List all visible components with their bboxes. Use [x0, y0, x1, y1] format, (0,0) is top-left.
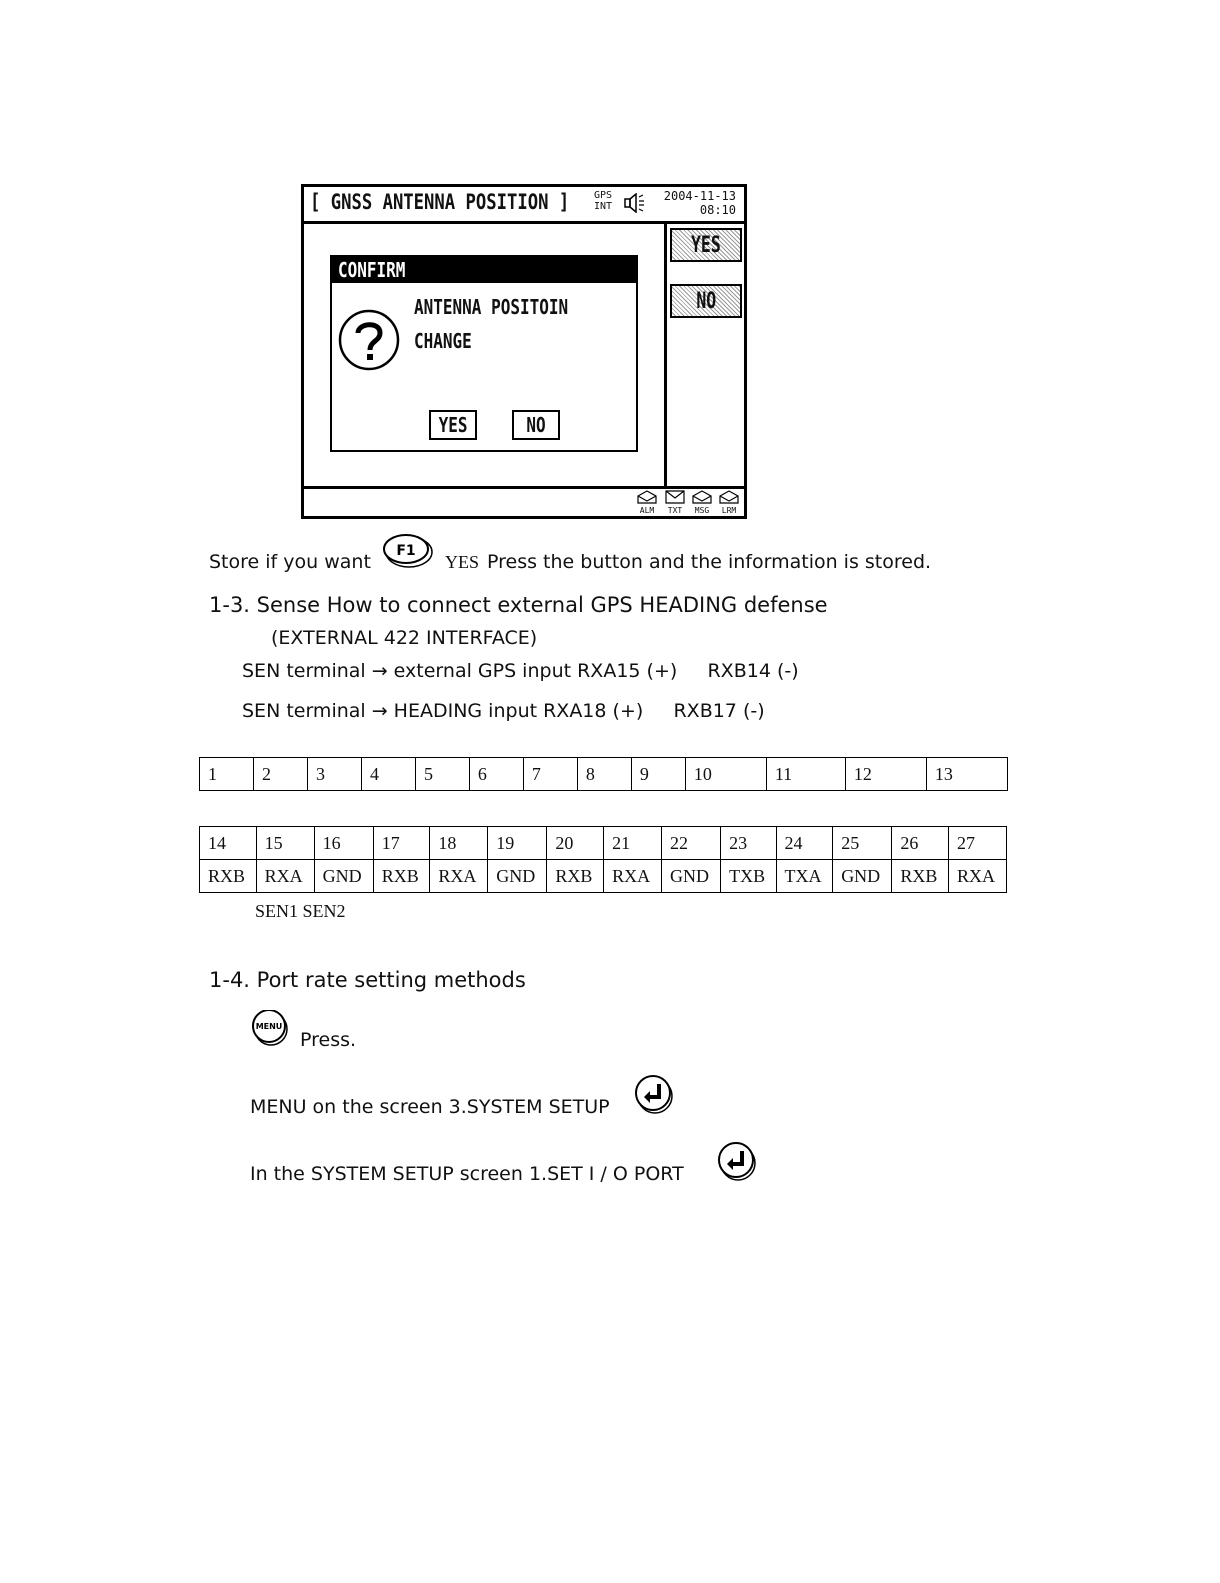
section-1-3-sub: (EXTERNAL 422 INTERFACE)	[271, 627, 538, 649]
table-cell: 4	[361, 758, 415, 791]
envelope-icon	[665, 490, 685, 504]
table-cell: 15	[256, 827, 314, 860]
screen-date: 2004-11-13	[663, 189, 736, 203]
source-indicator	[594, 190, 612, 212]
table-cell: 26	[892, 827, 949, 860]
table-row	[200, 758, 1008, 791]
table-cell: RXA	[604, 860, 662, 893]
table-cell: 22	[661, 827, 720, 860]
side-divider	[664, 224, 667, 486]
side-yes-button[interactable]	[670, 228, 742, 262]
envelope-icon	[637, 490, 657, 504]
screen-time: 08:10	[699, 203, 736, 217]
table-cell: 20	[547, 827, 604, 860]
confirm-dialog	[330, 255, 638, 452]
menu-key-icon	[251, 1010, 291, 1046]
table-cell: 11	[766, 758, 845, 791]
table-cell: 21	[604, 827, 662, 860]
section-1-4-step3: In the SYSTEM SETUP screen 1.SET I / O PORT	[250, 1163, 684, 1185]
table-cell: 27	[948, 827, 1006, 860]
table-cell: 6	[469, 758, 523, 791]
table-cell: 7	[523, 758, 577, 791]
table-cell: 1	[200, 758, 254, 791]
lrm-indicator	[717, 490, 741, 515]
dialog-no-button[interactable]	[512, 410, 560, 440]
table-cell: 10	[685, 758, 766, 791]
date-time	[664, 189, 736, 217]
pin-table-top	[199, 757, 1008, 791]
table-cell: 9	[631, 758, 685, 791]
menu-key-label: MENU	[255, 1022, 283, 1031]
section-1-3-heading: 1-3. Sense How to connect external GPS HEADING defense	[209, 593, 828, 617]
txt-indicator	[663, 490, 687, 515]
table-cell: 18	[430, 827, 488, 860]
source-bottom: INT	[594, 201, 613, 212]
dialog-line-1: ANTENNA POSITOIN	[414, 295, 569, 319]
table-cell: RXB	[547, 860, 604, 893]
table-cell: RXB	[373, 860, 430, 893]
footer-divider	[304, 486, 744, 489]
section-1-4-heading: 1-4. Port rate setting methods	[209, 968, 526, 992]
speaker-icon	[624, 193, 648, 213]
dialog-yes-button[interactable]	[429, 410, 477, 440]
alm-indicator	[635, 490, 659, 515]
enter-key-icon	[634, 1075, 676, 1115]
f1-key-label: F1	[396, 543, 416, 559]
dialog-yes-label: YES	[438, 413, 468, 437]
table-cell: 16	[314, 827, 373, 860]
side-yes-label: YES	[691, 232, 721, 258]
table-cell: 13	[926, 758, 1007, 791]
envelope-icon	[692, 490, 712, 504]
msg-label: MSG	[694, 506, 710, 515]
table-cell: GND	[488, 860, 547, 893]
section-1-3-line2: SEN terminal → HEADING input RXA18 (+) RXB17 (-)	[242, 700, 765, 722]
screen-title: [ GNSS ANTENNA POSITION ]	[310, 190, 570, 214]
table-cell: RXA	[256, 860, 314, 893]
table-cell: RXA	[948, 860, 1006, 893]
question-icon	[338, 309, 400, 371]
table-cell: TXB	[721, 860, 776, 893]
table-cell: 24	[776, 827, 833, 860]
table-cell: 14	[200, 827, 257, 860]
device-screen	[301, 184, 747, 519]
txt-label: TXT	[667, 506, 683, 515]
dialog-no-label: NO	[526, 413, 546, 437]
section-1-3-line1: SEN terminal → external GPS input RXA15 (+) RXB14 (-)	[242, 660, 799, 682]
dialog-heading-text: CONFIRM	[338, 258, 406, 282]
f1-key-icon	[382, 533, 434, 569]
dialog-heading	[332, 257, 636, 283]
msg-indicator	[690, 490, 714, 515]
table-cell: 3	[307, 758, 361, 791]
table-cell: RXA	[430, 860, 488, 893]
section-1-4-step1: Press.	[300, 1029, 357, 1051]
envelope-icon	[719, 490, 739, 504]
section-1-4-step2: MENU on the screen 3.SYSTEM SETUP	[250, 1096, 610, 1118]
table-cell: 2	[253, 758, 307, 791]
table-row	[200, 827, 1007, 860]
store-suffix: Press the button and the information is stored.	[487, 551, 932, 573]
table-cell: 25	[833, 827, 892, 860]
dialog-line-2: CHANGE	[414, 329, 472, 353]
table-cell: 23	[721, 827, 776, 860]
table-row	[200, 860, 1007, 893]
screen-header	[304, 187, 744, 224]
table-cell: 5	[415, 758, 469, 791]
sen-labels: SEN1 SEN2	[255, 901, 346, 921]
pin-table-bottom	[199, 826, 1007, 893]
store-prefix: Store if you want	[209, 551, 371, 573]
table-cell: RXB	[200, 860, 257, 893]
side-no-button[interactable]	[670, 284, 742, 318]
table-cell: GND	[661, 860, 720, 893]
table-cell: GND	[833, 860, 892, 893]
lrm-label: LRM	[721, 506, 737, 515]
alm-label: ALM	[639, 506, 655, 515]
side-no-label: NO	[696, 288, 716, 314]
enter-key-icon	[717, 1142, 759, 1182]
table-cell: GND	[314, 860, 373, 893]
table-cell: 17	[373, 827, 430, 860]
table-cell: RXB	[892, 860, 949, 893]
table-cell: 12	[845, 758, 926, 791]
store-yes: YES	[445, 552, 480, 572]
table-cell: 8	[577, 758, 631, 791]
source-top: GPS	[594, 190, 613, 201]
table-cell: 19	[488, 827, 547, 860]
table-cell: TXA	[776, 860, 833, 893]
